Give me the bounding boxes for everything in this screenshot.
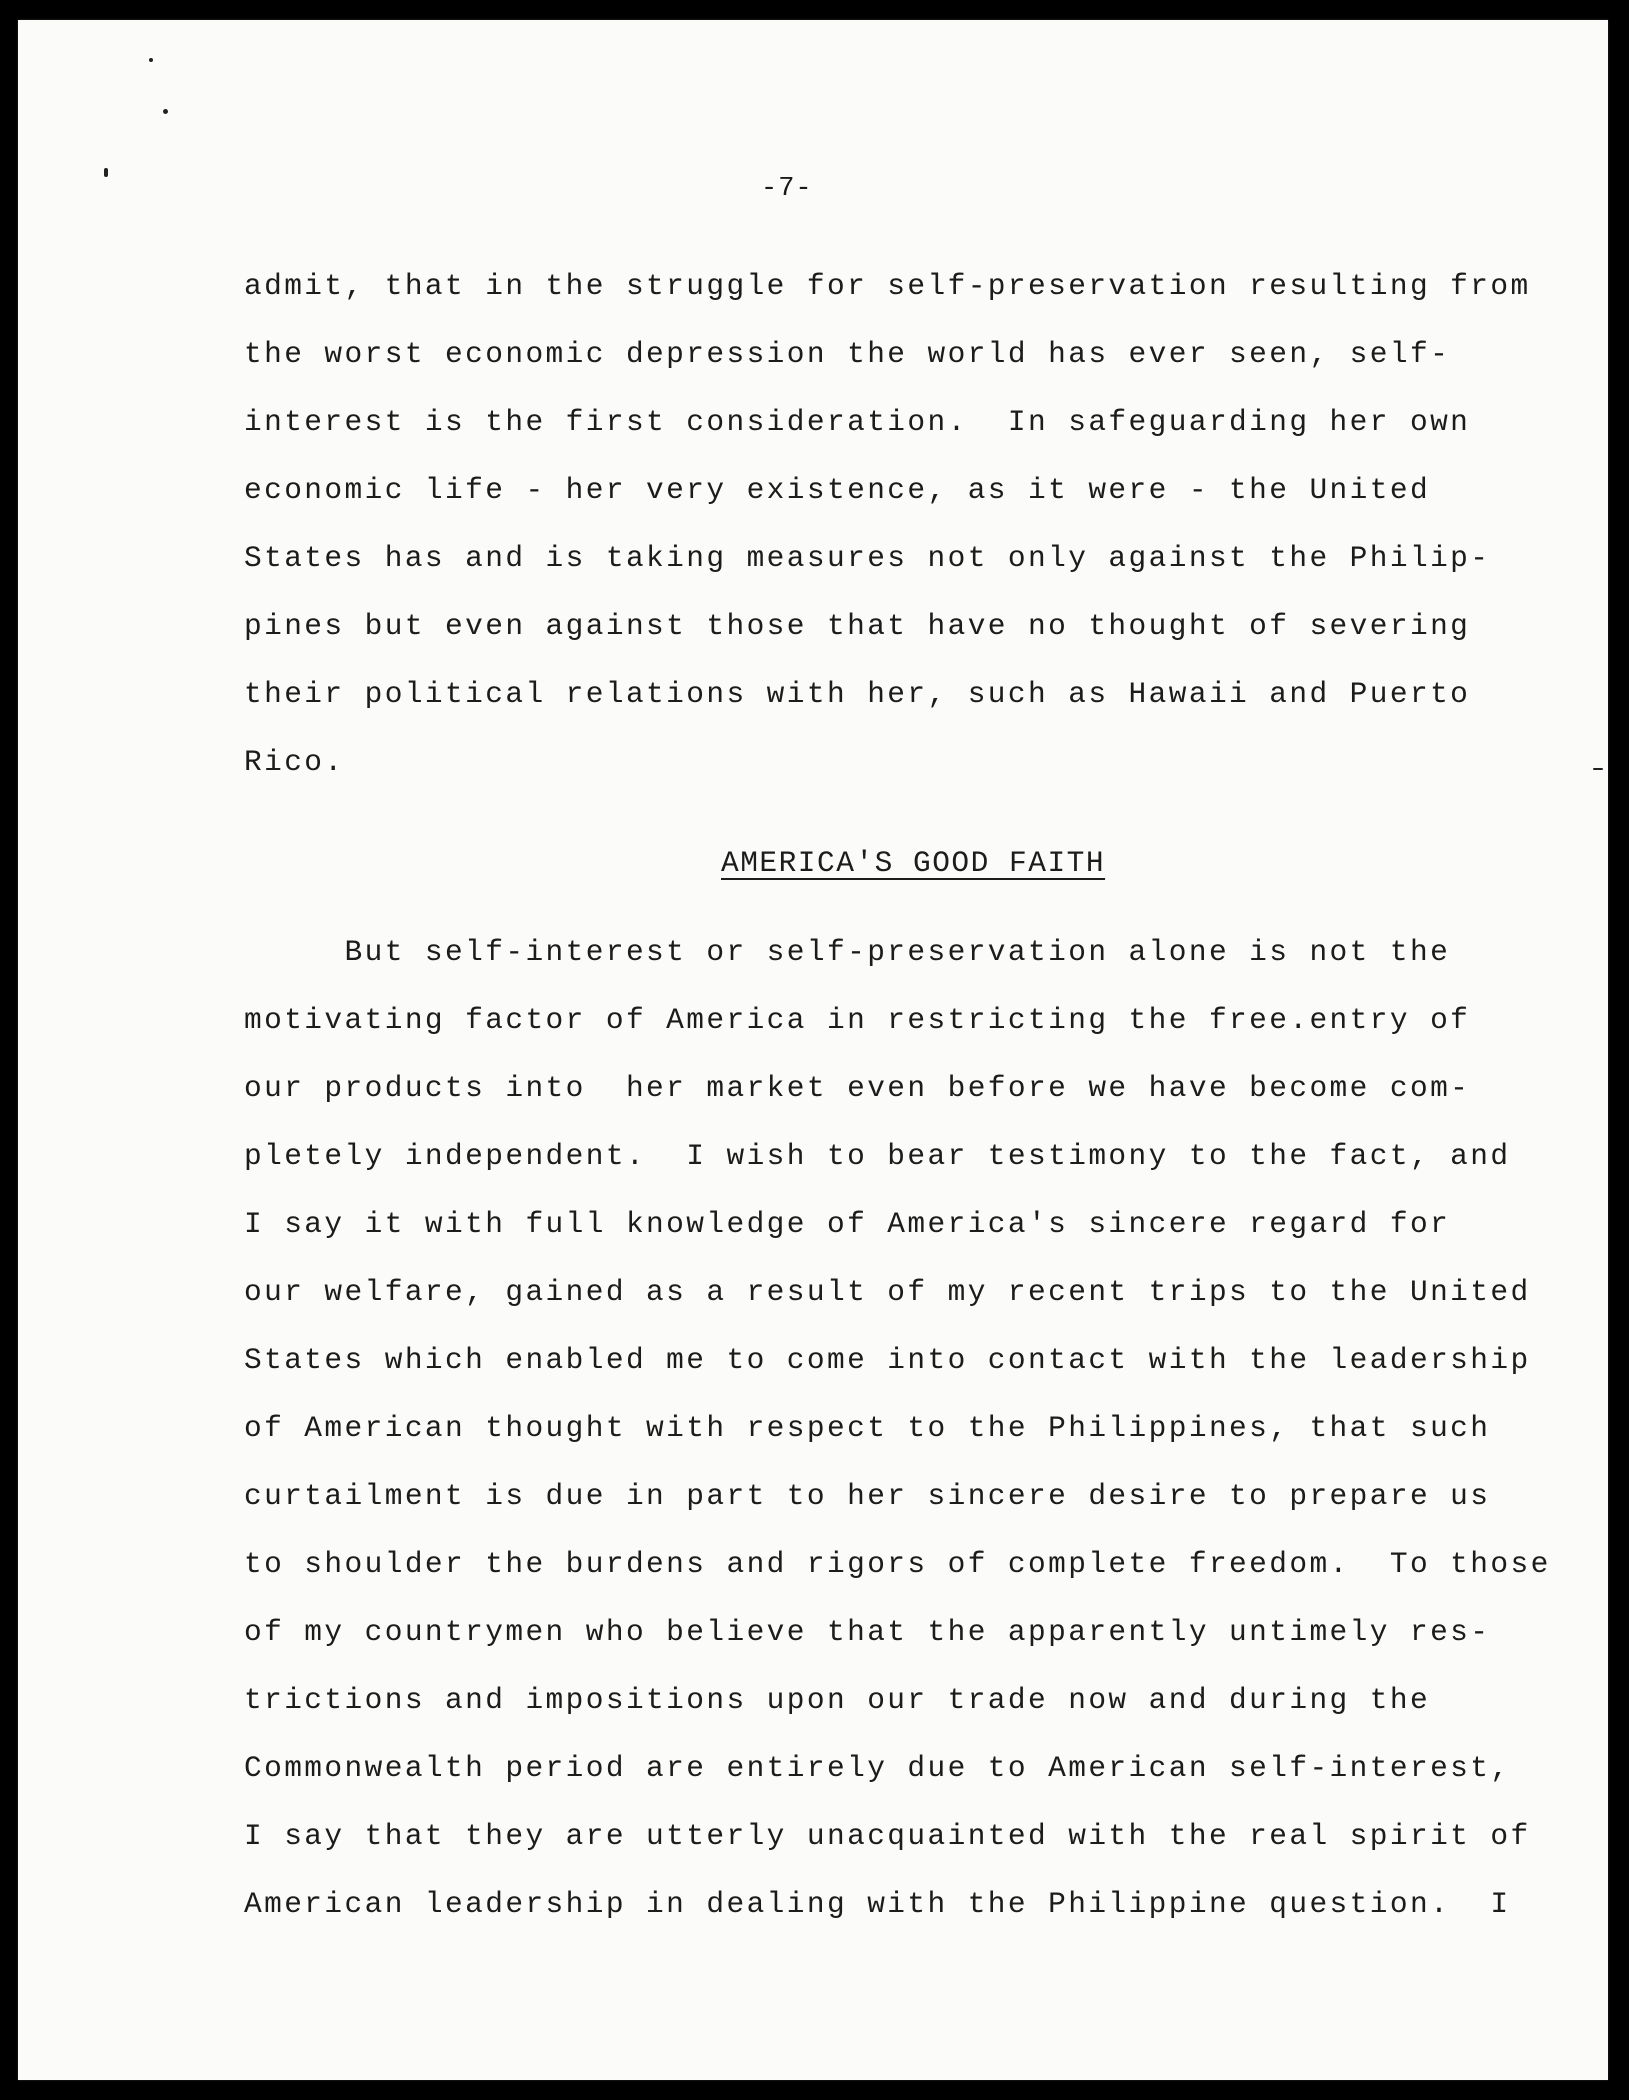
text-line: pletely independent. I wish to bear testimony to the fact, and [244, 1139, 1511, 1173]
scan-speck [163, 109, 168, 114]
text-line: the worst economic depression the world has ever seen, self- [244, 337, 1451, 371]
text-line: States which enabled me to come into contact with the leadership [244, 1343, 1531, 1377]
text-line: our products into her market even before we have become com- [244, 1071, 1471, 1105]
text-line: But self-interest or self-preservation alone is not the [244, 935, 1451, 969]
text-line: States has and is taking measures not only against the Philip- [244, 541, 1491, 575]
text-line: curtailment is due in part to her sincere desire to prepare us [244, 1479, 1491, 1513]
text-line: I say that they are utterly unacquainted with the real spirit of [244, 1819, 1531, 1853]
paragraph-1 [244, 252, 1531, 796]
scan-speck [149, 58, 153, 62]
text-line: admit, that in the struggle for self-preservation resulting from [244, 269, 1531, 303]
text-line: Commonwealth period are entirely due to American self-interest, [244, 1751, 1511, 1785]
text-line: American leadership in dealing with the Philippine question. I [244, 1887, 1511, 1921]
text-line: economic life - her very existence, as it were - the United [244, 473, 1431, 507]
text-line: Rico. [244, 745, 345, 779]
text-line: trictions and impositions upon our trade now and during the [244, 1683, 1431, 1717]
page-number: -7- [761, 174, 813, 204]
scan-speck [104, 168, 108, 177]
document-page [18, 20, 1608, 2080]
text-line: their political relations with her, such as Hawaii and Puerto [244, 677, 1471, 711]
text-line: our welfare, gained as a result of my recent trips to the United [244, 1275, 1531, 1309]
text-line: to shoulder the burdens and rigors of complete freedom. To those [244, 1547, 1551, 1581]
paragraph-2 [244, 918, 1551, 1938]
text-line: of my countrymen who believe that the apparently untimely res- [244, 1615, 1491, 1649]
scan-speck [1593, 768, 1603, 770]
text-line: pines but even against those that have no thought of severing [244, 609, 1471, 643]
section-heading: AMERICA'S GOOD FAITH [721, 846, 1106, 880]
text-line: interest is the first consideration. In safeguarding her own [244, 405, 1471, 439]
text-line: I say it with full knowledge of America's sincere regard for [244, 1207, 1451, 1241]
text-line: of American thought with respect to the Philippines, that such [244, 1411, 1491, 1445]
text-line: motivating factor of America in restricting the free.entry of [244, 1003, 1471, 1037]
